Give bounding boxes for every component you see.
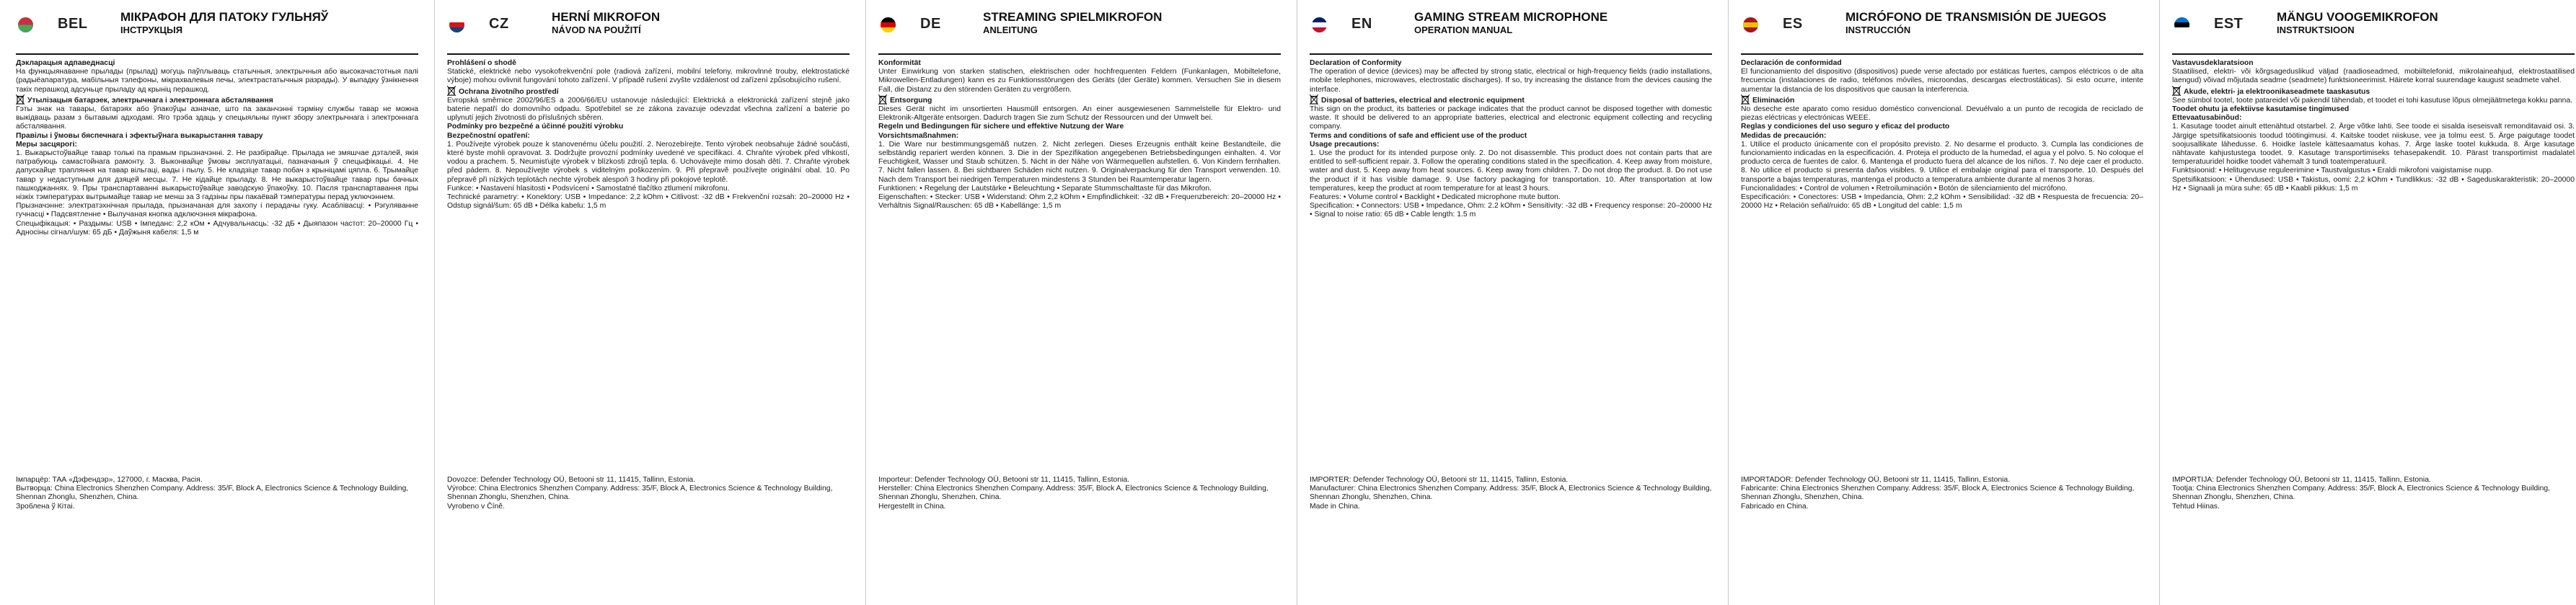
body-paragraph: Features: • Volume control • Backlight • Dedicated microphone mute button. [1310, 193, 1561, 202]
body-paragraph: Prohlášení o shodě [447, 59, 516, 67]
body-paragraph: Funkce: • Nastavení hlasitosti • Podsvícení • Samostatné tlačítko ztlumení mikrofonu. [447, 184, 730, 193]
body-paragraph: This sign on the product, its batteries or package indicates that the product cannot be disposed together with domestic waste. It should be delivered to an appropriate batteries, electrical and electronic equipment collecting and recycling company. [1310, 105, 1712, 131]
crossed-bin-icon [447, 86, 456, 96]
body-paragraph: No deseche este aparato como residuo doméstico convencional. Devuélvalo a un punto de recogida de reciclado de piezas eléctricas y electrónicas WEEE. [1741, 105, 2143, 123]
body-paragraph: Spetsifikatsioon: • Ühendused: USB • Takistus, oomi: 2,2 kOhm • Tundlikkus: -32 dB • Sageduskarakteristik: 20–20000 Hz • Signaali ja müra suhe: 65 dB • Kaabli pikkus: 1,5 m [2172, 175, 2575, 193]
crossed-bin-icon [878, 94, 887, 105]
column-header [447, 9, 850, 52]
column-header [1310, 9, 1712, 52]
flag-icon [881, 17, 896, 32]
header-divider [2172, 53, 2575, 55]
product-title: MÄNGU VOOGEMIKROFON [2277, 10, 2438, 24]
body-paragraph: Eliminación [1752, 96, 1795, 105]
body-paragraph: Especificación: • Conectores: USB • Impedancia, Ohm: 2,2 kOhm • Sensibilidad: -32 dB • Respuesta de frecuencia: 20–20000 Hz • Relación señal/ruido: 65 dB • Longitud del cable: 1,5 m [1741, 193, 2143, 211]
body-paragraph: Medidas de precaución: [1741, 131, 1827, 140]
manual-subtitle: ANLEITUNG [983, 25, 1038, 35]
body-paragraph: Statické, elektrické nebo vysokofrekvenční pole (radiová zařízení, mobilní telefony, mikrovlnné trouby, elektrostatické výboje) mohou ovlivnit fungování tohoto zařízení. V případě rušení zvyšte vzdálenost od zařízení způsobujícího rušení. [447, 68, 850, 85]
manual-subtitle: INSTRUCCIÓN [1845, 25, 1911, 35]
manual-body [447, 59, 850, 211]
body-paragraph: Дэкларацыя адпаведнасці [16, 59, 115, 67]
product-title: STREAMING SPIELMIKROFON [983, 10, 1163, 24]
body-paragraph: Unter Einwirkung von starken statischen, elektrischen oder hochfrequenten Feldern (Funkanlagen, Mobiltelefone, Mikrowellen-Entladungen) kann es zu Funktionsstörungen des Geräts (der Geräte) kommen. Versuchen Sie in diesem Fall, die Distanz zu den störenden Geräten zu vergrößern. [878, 68, 1281, 94]
manual-body [16, 59, 418, 237]
body-paragraph: Konformität [878, 59, 921, 67]
language-column-es [1732, 0, 2152, 605]
footer-line: Hergestellt in China. [878, 502, 946, 511]
footer-line: IMPORTIJA: Defender Technology OÜ, Betooni str 11, 11415, Tallinn, Estonia. [2172, 476, 2431, 484]
body-paragraph: Меры засцярогі: [16, 140, 77, 149]
body-paragraph: Bezpečnostní opatření: [447, 131, 530, 140]
body-paragraph: 1. Utilice el producto únicamente con el propósito previsto. 2. No desarme el producto. 3. Cumpla las condiciones de funcionamiento indicadas en la especificación. 4. Proteja el producto de la humedad, el agua y el polvo. 5. No coloque el producto cerca de fuentes de calor. 6. Mantenga el producto fuera del alcance de los niños. 7. No deje caer el producto. 8. No utilice el producto si presenta daños visibles. 9. Utilice el embalaje original para el transporte. 10. Después del transporte a bajas temperaturas, mantenga el producto a temperatura ambiente durante al menos 3 horas. [1741, 140, 2143, 184]
product-title: GAMING STREAM MICROPHONE [1414, 10, 1608, 24]
body-paragraph: Dieses Gerät nicht im unsortierten Hausmüll entsorgen. An einer ausgewiesenen Sammelstelle für Elektro- und Elektronik-Altgeräte entsorgen. Dadurch tragen Sie zum Schutz der Ressourcen und der Umwelt bei. [878, 105, 1281, 123]
language-code: EST [2214, 16, 2244, 32]
body-paragraph: Evropská směrnice 2002/96/ES a 2006/66/EU ustanovuje následující: Elektrická a elektronická zařízení stejně jako baterie nepatří do domovního odpadu. Spotřebitel se ze zákona zavazuje odevzdat všechna zařízení a baterie po uplynutí jejich životnosti do příslušných sběren. [447, 96, 850, 123]
column-header [1741, 9, 2143, 52]
manufacturer-info [447, 476, 850, 511]
body-paragraph: Утылізацыя батарэек, электрычнага і электроннага абсталявання [27, 96, 273, 105]
body-paragraph: Ochrana životního prostředí [459, 87, 559, 96]
footer-line: Výrobce: China Electronics Shenzhen Company. Address: 35/F, Block A, Electronics Science & Technology Building, Shennan Zhonglu, Shenzhen, China. [447, 485, 833, 502]
header-divider [1741, 53, 2143, 55]
footer-line: Fabricante: China Electronics Shenzhen Company. Address: 35/F, Block A, Electronics Science & Technology Building, Shennan Zhonglu, Shenzhen, China. [1741, 485, 2135, 502]
disposal-heading-row [447, 86, 850, 97]
body-paragraph: El funcionamiento del dispositivo (dispositivos) puede verse afectado por estáticas fuertes, campos eléctricos o de alta frecuencia (instalaciones de radio, teléfonos móviles, microondas, descargas electrostáticas). Si esto ocurre, intente aumentar la distancia de los dispositivos que causan la interferencia. [1741, 68, 2143, 94]
header-divider [878, 53, 1281, 55]
body-paragraph: Entsorgung [890, 96, 932, 105]
body-paragraph: Гэты знак на тавары, батарэях або ўпакоўцы азначае, што па заканчэнні тэрміну службы тавар не можна выкідваць разам з бытавымі адходамі. Яго трэба здаць у спецыяльны пункт збору электрычнага і электроннага абсталявання. [16, 105, 418, 131]
column-header [16, 9, 418, 52]
language-code: ES [1783, 16, 1803, 32]
body-paragraph: Toodet ohutu ja efektiivse kasutamise tingimused [2172, 105, 2350, 114]
body-paragraph: Terms and conditions of safe and efficient use of the product [1310, 131, 1527, 140]
column-separator [865, 0, 866, 605]
disposal-heading-row [1741, 94, 2143, 105]
flag-icon [449, 17, 464, 32]
body-paragraph: The operation of device (devices) may be affected by strong static, electrical or high-frequency fields (radio installations, mobile telephones, microwaves, electrostatic discharges). If so, try increasing the distance from the devices causing the interface. [1310, 68, 1712, 94]
crossed-bin-icon [1310, 94, 1318, 105]
manual-body [878, 59, 1281, 211]
body-paragraph: 1. Kasutage toodet ainult ettenähtud otstarbel. 2. Ärge võtke lahti. See toode ei sisalda iseseisvalt remonditavaid osi. 3. Järgige spetsifikatsioonis toodud töötingimusi. 4. Kaitske toodet niiskuse, vee ja tolmu eest. 5. Ärge paigutage toodet soojusallikate lähedusse. 6. Hoidke lastele kättesaamatus kohas. 7. Ärge laske tootel kukkuda. 8. Ärge kasutage nähtavate kahjustustega toodet. 9. Kasutage transportimiseks tehasepakendit. 10. Pärast transportimist madalatel temperatuuridel hoidke toodet vähemalt 3 tundi toatemperatuuril. [2172, 123, 2575, 167]
language-column-de [870, 0, 1289, 605]
header-divider [1310, 53, 1712, 55]
manufacturer-info [878, 476, 1281, 511]
manufacturer-info [1310, 476, 1712, 511]
language-code: BEL [58, 16, 88, 32]
body-paragraph: 1. Use the product for its intended purpose only. 2. Do not disassemble. This product does not contain parts that are entitled to self-sufficient repair. 3. Follow the operating conditions stated in the specification. 4. Keep away from moisture, water and dust. 5. Keep away from heat sources. 6. Keep away from children. 7. Do not drop the product. 8. Do not use the product if it has visible damage. 9. Use factory packaging for transportation. 10. After transportation at low temperatures, keep the product at room temperature for at least 3 hours. [1310, 149, 1712, 193]
footer-line: Tehtud Hiinas. [2172, 502, 2220, 511]
manual-subtitle: NÁVOD NA POUŽITÍ [552, 25, 641, 35]
body-paragraph: See sümbol tootel, toote patareidel või pakendil tähendab, et toodet ei tohi kasutuse lõpus olmejäätmetega kokku panna. [2172, 96, 2573, 105]
manual-subtitle: OPERATION MANUAL [1414, 25, 1513, 35]
language-column-bel [7, 0, 427, 605]
body-paragraph: Reglas y condiciones del uso seguro y eficaz del producto [1741, 123, 1950, 131]
manual-body [1741, 59, 2143, 211]
column-header [878, 9, 1281, 52]
crossed-bin-icon [2172, 86, 2181, 96]
manual-body [2172, 59, 2575, 193]
body-paragraph: 1. Выкарыстоўвайце тавар толькі па прамым прызначэнні. 2. Не разбірайце. Прылада не змяшчае дэталей, якія патрабуюць самастойнага рамонту. 3. Выконвайце ўмовы эксплуатацыі, пазначаныя ў спецыфікацыі. 4. Не дапускайце трапляння на тавар вільгаці, вады і пылу. 5. Не кладзіце тавар побач з крыніцамі цяпла. 6. Трымайце тавар у недаступным для дзяцей месцы. 7. Не кідайце прыладу. 8. Не выкарыстоўвайце тавар пры бачных пашкоджаннях. 9. Пры транспартаванні выкарыстоўвайце заводскую ўпакоўку. 10. Пасля транспартавання пры нізкіх тэмпературах вытрымайце тавар не менш за 3 гадзіны пры пакаёвай тэмпературы перад уключэннем. [16, 149, 418, 202]
footer-line: Імпарцёр: ТАА «Дэфендэр», 127000, г. Масква, Расія. [16, 476, 203, 484]
flag-icon [1743, 17, 1758, 32]
body-paragraph: Declaración de conformidad [1741, 59, 1842, 67]
header-divider [447, 53, 850, 55]
body-paragraph: 1. Die Ware nur bestimmungsgemäß nutzen. 2. Nicht zerlegen. Dieses Erzeugnis enthält keine Bestandteile, die selbständig repariert werden können. 3. Die in der Spezifikation angegebenen Betriebsbedingungen einhalten. 4. Vor Feuchtigkeit, Wasser und Staub schützen. 5. Nicht in der Nähe von Wärmequellen aufstellen. 6. Von Kindern fernhalten. 7. Nicht fallen lassen. 8. Bei sichtbaren Schäden nicht nutzen. 9. Originalverpackung für den Transport verwenden. 10. Nach dem Transport bei niedrigen Temperaturen mindestens 3 Stunden bei Raumtemperatur lagern. [878, 140, 1281, 184]
footer-line: Hersteller: China Electronics Shenzhen Company. Address: 35/F, Block A, Electronics Science & Technology Building, Shennan Zhonglu, Shenzhen, China. [878, 485, 1269, 502]
footer-line: Зроблена ў Кітаі. [16, 502, 75, 511]
disposal-heading-row [1310, 94, 1712, 105]
crossed-bin-icon [16, 94, 25, 105]
footer-line: Вытворца: China Electronics Shenzhen Company. Address: 35/F, Block A, Electronics Science & Technology Building, Shennan Zhonglu, Shenzhen, China. [16, 485, 409, 502]
body-paragraph: Usage precautions: [1310, 140, 1380, 149]
footer-line: Manufacturer: China Electronics Shenzhen Company. Address: 35/F, Block A, Electronics Science & Technology Building, Shennan Zhonglu, Shenzhen, China. [1310, 485, 1712, 502]
body-paragraph: Спецыфікацыя: • Раздымы: USB • Імпеданс: 2,2 кОм • Адчувальнасць: -32 дБ • Дыяпазон частот: 20–20000 Гц • Адносіны сігнал/шум: 65 дБ • Даўжыня кабеля: 1,5 м [16, 219, 418, 237]
body-paragraph: Eigenschaften: • Stecker: USB • Widerstand: Ohm 2,2 kOhm • Empfindlichkeit: -32 dB • Frequenzbereich: 20–20000 Hz • Verhältnis Signal/Rauschen: 65 dB • Kabellänge: 1,5 m [878, 193, 1281, 211]
body-paragraph: Vastavusdeklaratsioon [2172, 59, 2254, 67]
body-paragraph: Ettevaatusabinõud: [2172, 114, 2242, 123]
footer-line: Dovozce: Defender Technology OÜ, Betooni str 11, 11415, Tallinn, Estonia. [447, 476, 696, 484]
disposal-heading-row [16, 94, 418, 105]
body-paragraph: Declaration of Conformity [1310, 59, 1402, 67]
body-paragraph: Staatilised, elektri- või kõrgsageduslikud väljad (raadioseadmed, mobiiltelefonid, mikrolaineahjud, elektrostaatilised laengud) võivad mõjutada seadme (seadmete) funktsioneerimist. Häirete korral suurendage kaugust seadmete vahel. [2172, 68, 2575, 85]
body-paragraph: Funcionalidades: • Control de volumen • Retroiluminación • Botón de silenciamiento del micrófono. [1741, 184, 2068, 193]
header-divider [16, 53, 418, 55]
language-code: CZ [489, 16, 509, 32]
body-paragraph: Specification: • Connectors: USB • Impedance, Ohm: 2.2 kOhm • Sensitivity: -32 dB • Frequency response: 20–20000 Hz • Signal to noise ratio: 65 dB • Cable length: 1.5 m [1310, 202, 1712, 219]
body-paragraph: Akude, elektri- ja elektroonikaseadmete taaskasutus [2184, 87, 2370, 96]
body-paragraph: Vorsichtsmaßnahmen: [878, 131, 959, 140]
body-paragraph: Podmínky pro bezpečné a účinné použití výrobku [447, 123, 624, 131]
footer-line: Vyrobeno v Číně. [447, 502, 505, 511]
body-paragraph: Прызначэнне: электратэхнічная прылада, прызначаная для захопу і перадачы гуку. Асаблівасці: • Рэгуляванне гучнасці • Падсвятленне • Вылучаная кнопка адключэння мікрафона. [16, 202, 418, 219]
product-title: MICRÓFONO DE TRANSMISIÓN DE JUEGOS [1845, 10, 2107, 24]
body-paragraph: Правілы і ўмовы бяспечнага і эфектыўнага выкарыстання тавару [16, 131, 263, 140]
footer-line: Fabricado en China. [1741, 502, 1809, 511]
footer-line: Made in China. [1310, 502, 1360, 511]
column-separator [1728, 0, 1729, 605]
language-code: EN [1351, 16, 1372, 32]
disposal-heading-row [2172, 86, 2575, 97]
body-paragraph: 1. Používejte výrobek pouze k stanovenému účelu použití. 2. Nerozebírejte. Tento výrobek neobsahuje žádné součásti, které byste mohli opravovat. 3. Dodržujte provozní podmínky uvedené ve specifikaci. 4. Chraňte výrobek před vlhkostí, vodou a prachem. 5. Neumisťujte výrobek v blízkosti zdrojů tepla. 6. Uchovávejte mimo dosah dětí. 7. Chraňte výrobek před pádem. 8. Nepoužívejte výrobek s viditelným poškozením. 9. Při přepravě používejte originální obal. 10. Po přepravě při nízkých teplotách nechte výrobek alespoň 3 hodiny při pokojové teplotě. [447, 140, 850, 184]
footer-line: Tootja: China Electronics Shenzhen Company. Address: 35/F, Block A, Electronics Science & Technology Building, Shennan Zhonglu, Shenzhen, China. [2172, 485, 2551, 502]
column-header [2172, 9, 2575, 52]
body-paragraph: Funktsioonid: • Helitugevuse reguleerimine • Taustvalgustus • Eraldi mikrofoni vaigistamise nupp. [2172, 167, 2494, 175]
language-code: DE [920, 16, 941, 32]
product-title: HERNÍ MIKROFON [552, 10, 661, 24]
footer-line: Importeur: Defender Technology OÜ, Betooni str 11, 11415, Tallinn, Estonia. [878, 476, 1130, 484]
column-separator [2159, 0, 2160, 605]
body-paragraph: Funktionen: • Regelung der Lautstärke • Beleuchtung • Separate Stummschalttaste für das Mikrofon. [878, 184, 1212, 193]
footer-line: IMPORTER: Defender Technology OÜ, Betooni str 11, 11415, Tallinn, Estonia. [1310, 476, 1569, 484]
body-paragraph: Regeln und Bedingungen für sichere und effektive Nutzung der Ware [878, 123, 1124, 131]
column-separator [434, 0, 435, 605]
body-paragraph: На функцыянаванне прылады (прылад) могуць паўплываць статычныя, электрычныя або высокачастотныя палі (радыёапаратура, мабільныя тэлефоны, мікрахвалевыя печы, электрастатычныя разрады). У выпадку ўзнікнення такіх перашкод адсуньце прыладу ад крыніц перашкод. [16, 68, 418, 94]
footer-line: IMPORTADOR: Defender Technology OÜ, Betooni str 11, 11415, Tallinn, Estonia. [1741, 476, 2011, 484]
flag-icon [2174, 17, 2189, 32]
crossed-bin-icon [1741, 94, 1750, 105]
flag-icon [18, 17, 33, 32]
flag-icon [1312, 17, 1327, 32]
body-paragraph: Disposal of batteries, electrical and electronic equipment [1321, 96, 1525, 105]
disposal-heading-row [878, 94, 1281, 105]
manual-subtitle: ІНСТРУКЦЫЯ [120, 25, 183, 35]
language-column-est [2163, 0, 2576, 605]
language-column-en [1301, 0, 1721, 605]
body-paragraph: Technické parametry: • Konektory: USB • Impedance: 2,2 kOhm • Citlivost: -32 dB • Frekvenční rozsah: 20–20000 Hz • Odstup signál/šum: 65 dB • Délka kabelu: 1,5 m [447, 193, 850, 211]
manual-body [1310, 59, 1712, 220]
manual-subtitle: INSTRUKTSIOON [2277, 25, 2355, 35]
language-column-cz [438, 0, 858, 605]
manufacturer-info [1741, 476, 2143, 511]
manufacturer-info [2172, 476, 2575, 511]
product-title: МІКРАФОН ДЛЯ ПАТОКУ ГУЛЬНЯЎ [120, 10, 329, 24]
manufacturer-info [16, 476, 418, 511]
